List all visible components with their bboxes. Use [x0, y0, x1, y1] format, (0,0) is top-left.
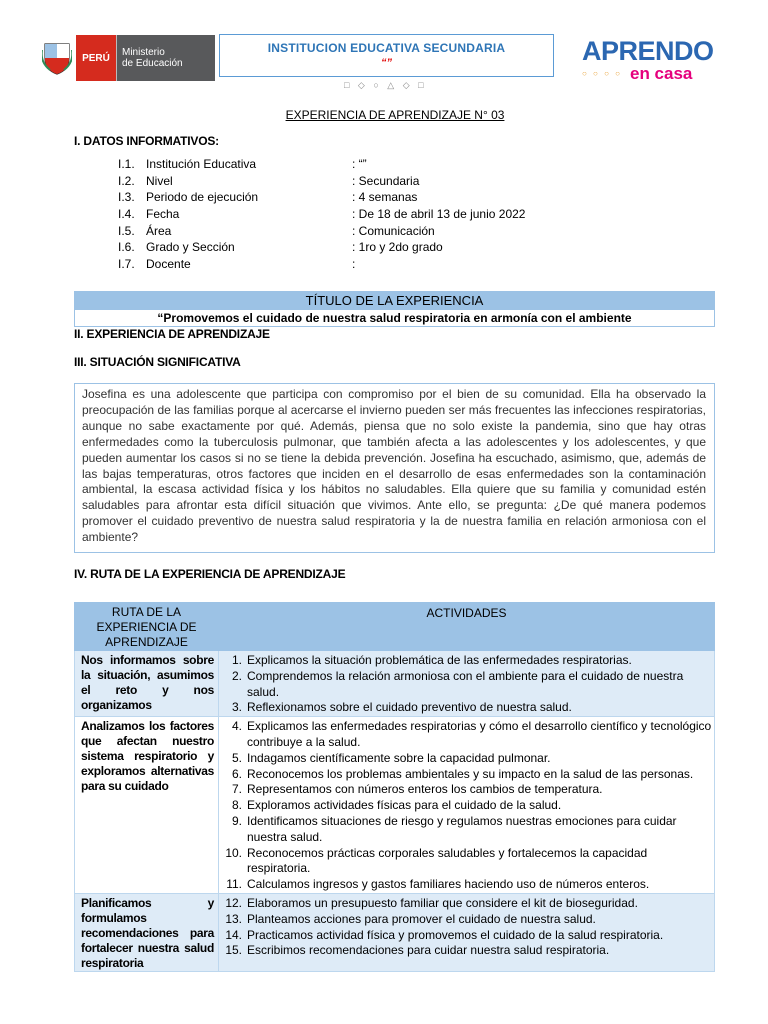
- info-value: : 4 semanas: [352, 190, 418, 205]
- activity-list: [219, 651, 714, 716]
- info-num: I.6.: [118, 240, 135, 255]
- list-item: [219, 912, 712, 928]
- route-cell: Analizamos los factores que afectan nuestro sistema respiratorio y exploramos alternativas para su cuidado: [75, 717, 219, 894]
- header-route: RUTA DE LA EXPERIENCIA DE APRENDIZAJE: [75, 603, 219, 651]
- info-num: I.5.: [118, 223, 135, 238]
- info-num: I.7.: [118, 257, 135, 272]
- section-situacion: III. SITUACIÓN SIGNIFICATIVA: [74, 355, 241, 369]
- activity-num: 8.: [231, 798, 242, 813]
- ministry-label: [116, 35, 215, 81]
- header-activities: ACTIVIDADES: [219, 603, 715, 651]
- activity-num: 5.: [231, 750, 242, 765]
- info-label: Área: [146, 223, 172, 238]
- list-item: [219, 928, 712, 944]
- activity-num: 10.: [225, 845, 242, 860]
- school-name-box: [219, 34, 554, 77]
- info-num: I.3.: [118, 190, 135, 205]
- experience-title-box: [74, 291, 715, 327]
- minedu-logo: [38, 35, 215, 81]
- aprendo-dots: ○ ○ ○ ○: [582, 69, 622, 78]
- info-value: : Secundaria: [352, 173, 420, 188]
- activity-num: 3.: [231, 700, 242, 715]
- info-row: [118, 173, 525, 190]
- info-label: Institución Educativa: [146, 157, 257, 171]
- activity-text: Reflexionamos sobre el cuidado preventivo de nuestra salud.: [247, 700, 572, 715]
- activity-text: Reconocemos prácticas corporales saludables y fortalecemos la capacidad respiratoria.: [247, 845, 648, 876]
- table-header-row: [75, 603, 715, 651]
- info-value: : Comunicación: [352, 223, 435, 238]
- info-row: [118, 239, 525, 256]
- activity-text: Planteamos acciones para promover el cuidado de nuestra salud.: [247, 911, 596, 926]
- info-row: [118, 189, 525, 206]
- list-item: [219, 814, 712, 846]
- activity-list: [219, 894, 714, 959]
- activity-text: Explicamos la situación problemática de las enfermedades respiratorias.: [247, 653, 632, 667]
- info-value: : “”: [352, 157, 367, 171]
- list-item: [219, 751, 712, 767]
- experience-title: “Promovemos el cuidado de nuestra salud respiratoria en armonía con el ambiente: [75, 310, 714, 326]
- list-item: [219, 700, 712, 716]
- activity-num: 6.: [231, 766, 242, 781]
- info-value: : 1ro y 2do grado: [352, 240, 443, 255]
- activity-num: 11.: [226, 877, 242, 892]
- activity-text: Explicamos las enfermedades respiratorias y cómo el desarrollo científico y tecnológico contribuye a la salud.: [247, 719, 712, 749]
- activity-num: 2.: [231, 668, 242, 683]
- decorative-shapes: □ ◇ ○ △ ◇ □: [344, 80, 427, 90]
- aprendo-title: APRENDO: [582, 36, 714, 66]
- route-cell: Planificamos y formulamos recomendaciones para fortalecer nuestra salud respiratoria: [75, 893, 219, 971]
- table-row: [75, 893, 715, 971]
- info-label: Periodo de ejecución: [146, 190, 259, 205]
- list-item: [219, 719, 712, 751]
- list-item: [219, 877, 712, 893]
- table-row: [75, 717, 715, 894]
- info-list: [118, 156, 525, 273]
- school-name: INSTITUCION EDUCATIVA SECUNDARIA: [267, 41, 506, 55]
- activity-num: 9.: [231, 813, 242, 828]
- activity-num: 1.: [231, 653, 242, 667]
- activity-text: Identificamos situaciones de riesgo y regulamos nuestras emociones para cuidar nuestra salud.: [247, 813, 677, 844]
- info-row: [118, 156, 525, 173]
- info-num: I.1.: [118, 157, 135, 171]
- list-item: [219, 943, 712, 959]
- info-row: [118, 256, 525, 273]
- ministry-line-2: de Educación: [122, 58, 183, 69]
- list-item: [219, 782, 712, 798]
- activity-num: 4.: [231, 719, 242, 734]
- activity-num: 14.: [225, 927, 242, 942]
- info-label: Fecha: [146, 207, 180, 222]
- experience-heading: TÍTULO DE LA EXPERIENCIA: [75, 292, 714, 310]
- activities-cell: [219, 893, 715, 971]
- activity-text: Comprendemos la relación armoniosa con el ambiente para el cuidado de nuestra salud.: [247, 668, 684, 699]
- info-label: Nivel: [146, 173, 173, 188]
- info-num: I.2.: [118, 173, 135, 188]
- activity-text: Indagamos científicamente sobre la capacidad pulmonar.: [247, 750, 551, 765]
- activity-num: 12.: [225, 895, 242, 910]
- info-label: Docente: [146, 257, 191, 272]
- aprendo-sub-row: [582, 66, 722, 82]
- info-row: [118, 223, 525, 240]
- activities-cell: [219, 717, 715, 894]
- peru-shield-icon: [38, 35, 76, 81]
- activity-text: Escribimos recomendaciones para cuidar nuestra salud respiratoria.: [247, 943, 610, 958]
- list-item: [219, 896, 712, 912]
- activity-text: Practicamos actividad física y promovemos el cuidado de la salud respiratoria.: [247, 927, 664, 942]
- list-item: [219, 669, 712, 701]
- aprendo-sub: en casa: [630, 64, 693, 83]
- activity-text: Reconocemos los problemas ambientales y su impacto en la salud de las personas.: [247, 766, 694, 781]
- route-cell: Nos informamos sobre la situación, asumimos el reto y nos organizamos: [75, 651, 219, 717]
- activity-num: 13.: [225, 911, 242, 926]
- aprendo-en-casa-logo: [582, 36, 722, 82]
- activity-text: Calculamos ingresos y gastos familiares haciendo uso de números enteros.: [247, 877, 650, 892]
- section-ruta: IV. RUTA DE LA EXPERIENCIA DE APRENDIZAJE: [74, 567, 346, 581]
- info-value: :: [352, 257, 356, 272]
- list-item: [219, 767, 712, 783]
- list-item: [219, 653, 712, 669]
- situation-text: Josefina es una adolescente que participa con compromiso por el bien de su comunidad. Ella ha observado la preocupación de las familias porque al acercarse el invierno pueden ser más frecuentes las infecciones respiratorias, aunque no sabe exactamente por qué. Además, piensa que no solo existe la pandemia, sino que hay otras enfermedades como la tuberculosis pulmonar, que también afecta a las adolescentes y los adolescentes, y que pueden aumentar los casos si no se tiene la debida prevención. Josefina ha escuchado, asimismo, que, además de las bajas temperaturas, otros factores que inciden en el desarrollo de esas enfermedades son la contaminación ambiental, la escasa actividad física y los hábitos no saludables. Ella quiere que su familia y comunidad estén saludables para afrontar esta difícil situación que vivimos. Ante ello, se pregunta: ¿De qué manera podemos promover el cuidado preventivo de nuestra salud respiratoria y la de nuestra familia en relación armoniosa con el ambiente?: [74, 383, 715, 553]
- info-value: : De 18 de abril 13 de junio 2022: [352, 207, 526, 222]
- table-row: [75, 651, 715, 717]
- section-datos-informativos: I. DATOS INFORMATIVOS:: [74, 134, 219, 148]
- activity-list: [219, 717, 714, 893]
- activity-num: 15.: [225, 943, 242, 958]
- info-row: [118, 206, 525, 223]
- list-item: [219, 798, 712, 814]
- route-table: [74, 602, 715, 972]
- activity-text: Representamos con números enteros los cambios de temperatura.: [247, 782, 603, 797]
- school-sub: “”: [381, 57, 392, 69]
- activity-num: 7.: [231, 782, 242, 797]
- ministry-line-1: Ministerio: [122, 47, 165, 58]
- list-item: [219, 846, 712, 878]
- peru-label: PERÚ: [76, 35, 116, 81]
- info-num: I.4.: [118, 207, 135, 222]
- info-label: Grado y Sección: [146, 240, 235, 255]
- section-experiencia: II. EXPERIENCIA DE APRENDIZAJE: [74, 327, 270, 341]
- activity-text: Exploramos actividades físicas para el cuidado de la salud.: [247, 798, 562, 813]
- document-title: EXPERIENCIA DE APRENDIZAJE N° 03: [285, 108, 505, 122]
- activities-cell: [219, 651, 715, 717]
- activity-text: Elaboramos un presupuesto familiar que considere el kit de bioseguridad.: [247, 895, 638, 910]
